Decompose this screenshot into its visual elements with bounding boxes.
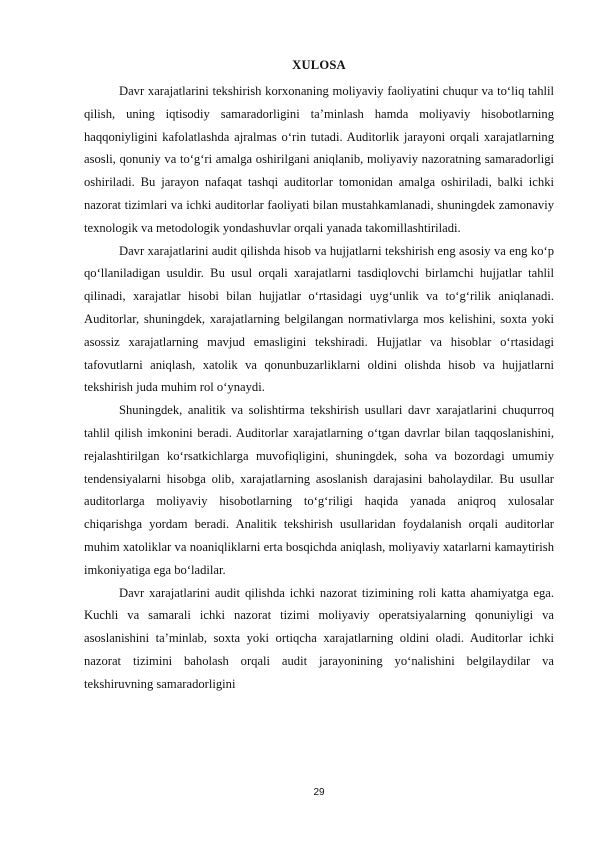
page-number: 29 — [313, 787, 325, 798]
document-body — [84, 80, 554, 696]
paragraph-2: Davr xarajatlarini audit qilishda hisob va hujjatlarni tekshirish eng asosiy va eng ko‘p qo‘llaniladigan usuldir. Bu usul orqali xarajatlarni tasdiqlovchi birlamchi hujjatlar tahlil qilinadi, xarajatlar hisobi bilan hujjatlar o‘rtasidagi uyg‘unlik va to‘g‘rilik aniqlanadi. Auditorlar, shuningdek, xarajatlarning belgilangan normativlarga mos kelishini, soxta yoki asossiz xarajatlarning mavjud emasligini tekshiradi. Hujjatlar va hisoblar o‘rtasidagi tafovutlarni aniqlash, xatolik va qonunbuzarliklarni oldini olishda hisob va hujjatlarni tekshirish juda muhim rol o‘ynaydi. — [84, 243, 554, 395]
paragraph-3: Shuningdek, analitik va solishtirma tekshirish usullari davr xarajatlarini chuqurroq tahlil qilish imkonini beradi. Auditorlar xarajatlarning o‘tgan davrlar bilan taqqoslanishini, rejalashtirilgan ko‘rsatkichlarga muvofiqligini, shuningdek, soha va bozordagi umumiy tendensiyalarni hisobga olib, xarajatlarning asoslanish darajasini baholaydilar. Bu usullar auditorlarga moliyaviy hisobotlarning to‘g‘riligi haqida yanada aniqroq xulosalar chiqarishga yordam beradi. Analitik tekshirish usullaridan foydalanish orqali auditorlar muhim xatoliklar va noaniqliklarni erta bosqichda aniqlash, moliyaviy xatarlarni kamaytirish imkoniyatiga ega bo‘ladilar. — [84, 403, 554, 577]
page-title: XULOSA — [292, 58, 346, 72]
paragraph-4: Davr xarajatlarini audit qilishda ichki nazorat tizimining roli katta ahamiyatga ega. Kuchli va samarali ichki nazorat tizimi moliyaviy operatsiyalarning qonuniyligi va asoslanishini ta’minlab, soxta yoki ortiqcha xarajatlarning oldini oladi. Auditorlar ichki nazorat tizimini baholash orqali audit jarayonining yo‘nalishini belgilaydilar va tekshiruvning samaradorligini — [84, 585, 554, 691]
paragraph-1: Davr xarajatlarini tekshirish korxonaning moliyaviy faoliyatini chuqur va to‘liq tahlil qilish, uning iqtisodiy samaradorligini ta’minlash hamda moliyaviy hisobotlarning haqqoniyligini kafolatlashda ajralmas o‘rin tutadi. Auditorlik jarayoni orqali xarajatlarning asosli, qonuniy va to‘g‘ri amalga oshirilgani aniqlanib, moliyaviy nazoratning samaradorligi oshiriladi. Bu jarayon nafaqat tashqi auditorlar tomonidan amalga oshiriladi, balki ichki nazorat tizimlari va ichki auditorlar faoliyati bilan mustahkamlanadi, shuningdek zamonaviy texnologik va metodologik yondashuvlar orqali yanada takomillashtiriladi. — [84, 84, 554, 235]
